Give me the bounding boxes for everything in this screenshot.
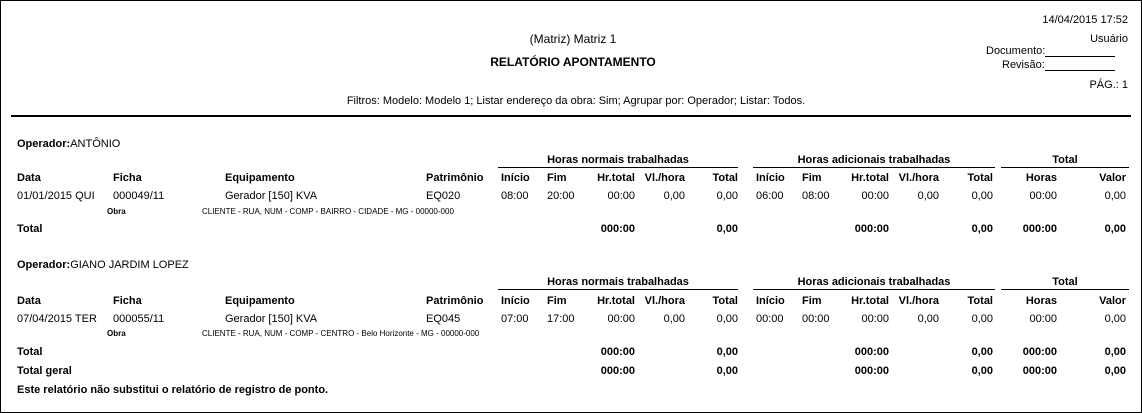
col-n-vlhora: Vl./hora bbox=[644, 172, 685, 184]
report-datetime: 14/04/2015 17:52 bbox=[1042, 14, 1128, 26]
obra-label: Obra bbox=[107, 207, 126, 216]
col-a-total: Total bbox=[967, 172, 993, 184]
header-divider bbox=[11, 115, 1131, 117]
row-data: 01/01/2015 QUI bbox=[17, 190, 95, 202]
row-n-vlhora: 0,00 bbox=[663, 190, 685, 202]
operator-label: Operador:ANTÔNIO bbox=[17, 138, 121, 150]
col-t-valor: Valor bbox=[1099, 172, 1126, 184]
row-n-vlhora: 0,00 bbox=[663, 313, 685, 325]
grand-total-a-hrtotal: 000:00 bbox=[854, 365, 889, 377]
col-a-fim: Fim bbox=[802, 295, 822, 307]
documento-label: Documento: bbox=[986, 45, 1046, 57]
documento-field bbox=[986, 46, 1115, 57]
row-ficha: 000049/11 bbox=[113, 190, 165, 202]
row-a-vlhora: 0,00 bbox=[917, 190, 939, 202]
total-label: Total bbox=[17, 346, 43, 358]
group-total: Total bbox=[1052, 276, 1078, 288]
total-a-hrtotal: 000:00 bbox=[854, 346, 889, 358]
total-n-total: 0,00 bbox=[716, 346, 738, 358]
col-a-hrtotal: Hr.total bbox=[851, 295, 889, 307]
row-data: 07/04/2015 TER bbox=[17, 313, 97, 325]
group-normais: Horas normais trabalhadas bbox=[547, 276, 689, 288]
row-n-fim: 20:00 bbox=[547, 190, 575, 202]
col-n-hrtotal: Hr.total bbox=[597, 172, 635, 184]
grand-total-label: Total geral bbox=[17, 365, 72, 377]
row-n-fim: 17:00 bbox=[547, 313, 575, 325]
documento-line bbox=[1045, 46, 1115, 57]
col-patrimonio: Patrimônio bbox=[426, 172, 484, 184]
grand-total-a-total: 0,00 bbox=[971, 365, 993, 377]
total-n-hrtotal: 000:00 bbox=[600, 223, 635, 235]
total-t-horas: 000:00 bbox=[1022, 346, 1057, 358]
group-adicionais: Horas adicionais trabalhadas bbox=[797, 154, 951, 166]
group-normais-line bbox=[498, 289, 738, 290]
revisao-line bbox=[1045, 60, 1115, 71]
row-n-total: 0,00 bbox=[716, 313, 738, 325]
row-equipamento: Gerador [150] KVA bbox=[225, 190, 318, 202]
col-a-vlhora: Vl./hora bbox=[898, 295, 939, 307]
row-equipamento: Gerador [150] KVA bbox=[225, 313, 318, 325]
col-data: Data bbox=[17, 172, 41, 184]
row-a-vlhora: 0,00 bbox=[917, 313, 939, 325]
total-t-horas: 000:00 bbox=[1022, 223, 1057, 235]
total-a-total: 0,00 bbox=[971, 346, 993, 358]
total-a-hrtotal: 000:00 bbox=[854, 223, 889, 235]
col-n-total: Total bbox=[712, 172, 738, 184]
user-label: Usuário bbox=[1090, 33, 1128, 45]
group-adicionais-line bbox=[753, 289, 995, 290]
operator-name: ANTÔNIO bbox=[70, 138, 121, 150]
total-n-total: 0,00 bbox=[716, 223, 738, 235]
group-adicionais: Horas adicionais trabalhadas bbox=[797, 276, 951, 288]
grand-total-t-valor: 0,00 bbox=[1104, 365, 1126, 377]
row-a-total: 0,00 bbox=[971, 313, 993, 325]
operator-label: Operador:GIANO JARDIM LOPEZ bbox=[17, 259, 189, 271]
row-n-inicio: 08:00 bbox=[501, 190, 529, 202]
row-ficha: 000055/11 bbox=[113, 313, 165, 325]
row-patrimonio: EQ045 bbox=[426, 313, 461, 325]
row-t-horas: 00:00 bbox=[1029, 313, 1057, 325]
col-ficha: Ficha bbox=[113, 295, 142, 307]
total-a-total: 0,00 bbox=[971, 223, 993, 235]
grand-total-n-hrtotal: 000:00 bbox=[600, 365, 635, 377]
row-a-inicio: 00:00 bbox=[756, 313, 784, 325]
row-t-horas: 00:00 bbox=[1029, 190, 1057, 202]
col-a-inicio: Início bbox=[756, 172, 785, 184]
total-t-valor: 0,00 bbox=[1104, 346, 1126, 358]
row-a-total: 0,00 bbox=[971, 190, 993, 202]
col-a-total: Total bbox=[967, 295, 993, 307]
col-a-vlhora: Vl./hora bbox=[898, 172, 939, 184]
col-n-total: Total bbox=[712, 295, 738, 307]
col-data: Data bbox=[17, 295, 41, 307]
row-t-valor: 0,00 bbox=[1104, 313, 1126, 325]
row-t-valor: 0,00 bbox=[1104, 190, 1126, 202]
row-n-total: 0,00 bbox=[716, 190, 738, 202]
operator-name: GIANO JARDIM LOPEZ bbox=[70, 259, 189, 271]
group-normais-line bbox=[498, 167, 738, 168]
page-number: PÁG.: 1 bbox=[1089, 79, 1128, 91]
col-equipamento: Equipamento bbox=[225, 295, 295, 307]
row-a-inicio: 06:00 bbox=[756, 190, 784, 202]
col-t-valor: Valor bbox=[1099, 295, 1126, 307]
col-n-inicio: Início bbox=[501, 172, 530, 184]
row-patrimonio: EQ020 bbox=[426, 190, 461, 202]
group-normais: Horas normais trabalhadas bbox=[547, 154, 689, 166]
col-equipamento: Equipamento bbox=[225, 172, 295, 184]
row-a-fim: 08:00 bbox=[802, 190, 830, 202]
col-patrimonio: Patrimônio bbox=[426, 295, 484, 307]
company-name: (Matriz) Matriz 1 bbox=[529, 32, 617, 46]
total-label: Total bbox=[17, 223, 43, 235]
row-n-hrtotal: 00:00 bbox=[607, 190, 635, 202]
group-total-line bbox=[1001, 167, 1129, 168]
row-a-hrtotal: 00:00 bbox=[861, 190, 889, 202]
col-n-inicio: Início bbox=[501, 295, 530, 307]
revisao-field bbox=[1002, 60, 1115, 71]
group-total: Total bbox=[1052, 154, 1078, 166]
col-a-fim: Fim bbox=[802, 172, 822, 184]
row-n-hrtotal: 00:00 bbox=[607, 313, 635, 325]
report-title: RELATÓRIO APONTAMENTO bbox=[490, 55, 656, 69]
col-a-inicio: Início bbox=[756, 295, 785, 307]
footer-note: Este relatório não substitui o relatório de registro de ponto. bbox=[17, 384, 329, 396]
col-ficha: Ficha bbox=[113, 172, 142, 184]
grand-total-t-horas: 000:00 bbox=[1022, 365, 1057, 377]
col-n-fim: Fim bbox=[547, 295, 567, 307]
group-adicionais-line bbox=[753, 167, 995, 168]
obra-address: CLIENTE - RUA, NUM - COMP - BAIRRO - CIDADE - MG - 00000-000 bbox=[202, 207, 454, 216]
row-n-inicio: 07:00 bbox=[501, 313, 529, 325]
row-a-fim: 00:00 bbox=[802, 313, 830, 325]
col-n-hrtotal: Hr.total bbox=[597, 295, 635, 307]
revisao-label: Revisão: bbox=[1002, 59, 1045, 71]
row-a-hrtotal: 00:00 bbox=[861, 313, 889, 325]
obra-address: CLIENTE - RUA, NUM - COMP - CENTRO - Belo Horizonte - MG - 00000-000 bbox=[202, 329, 480, 338]
col-n-vlhora: Vl./hora bbox=[644, 295, 685, 307]
total-n-hrtotal: 000:00 bbox=[600, 346, 635, 358]
col-t-horas: Horas bbox=[1025, 172, 1057, 184]
grand-total-n-total: 0,00 bbox=[716, 365, 738, 377]
col-t-horas: Horas bbox=[1025, 295, 1057, 307]
group-total-line bbox=[1001, 289, 1129, 290]
filters-text: Filtros: Modelo: Modelo 1; Listar endereço da obra: Sim; Agrupar por: Operador; Listar: Todos. bbox=[346, 95, 806, 107]
col-n-fim: Fim bbox=[547, 172, 567, 184]
obra-label: Obra bbox=[107, 329, 126, 338]
total-t-valor: 0,00 bbox=[1104, 223, 1126, 235]
col-a-hrtotal: Hr.total bbox=[851, 172, 889, 184]
